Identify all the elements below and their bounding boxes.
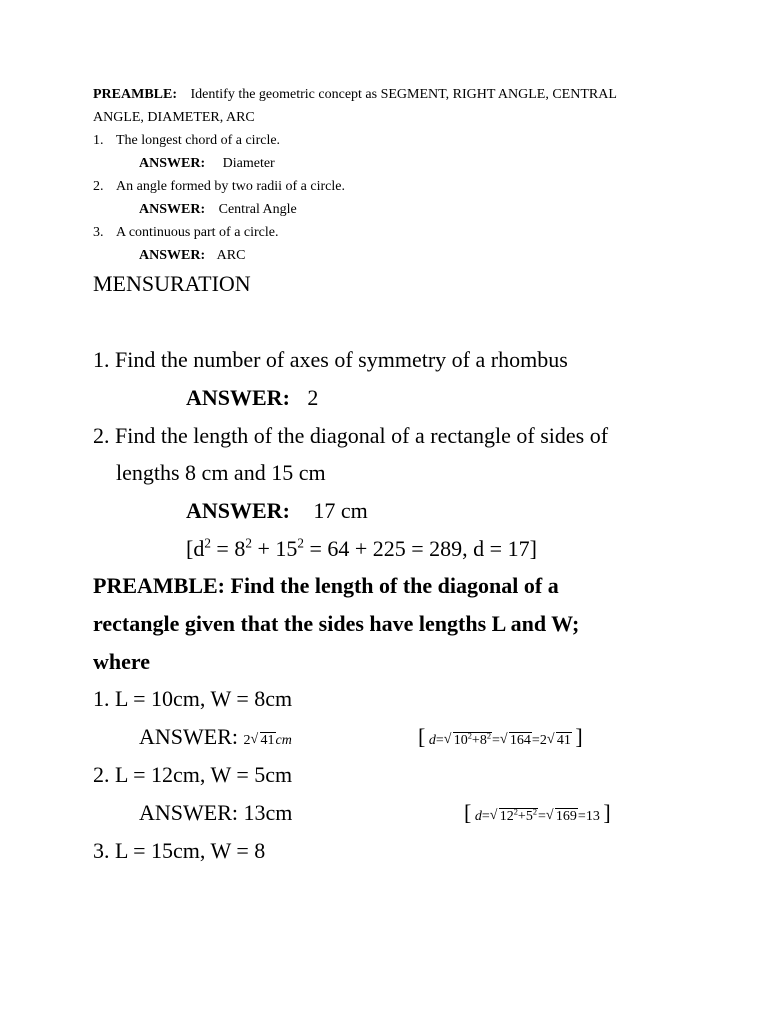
sqrt-symbol: √ $12^2+5^2$ — [489, 807, 538, 824]
given-1: 1. L = 10cm, W = 8cm — [93, 686, 293, 711]
sqrt-symbol: √ 41 — [546, 732, 571, 748]
mensuration-working-2: [$d^2 = 8^2 + 15^2 = 64 + 225 = 289$, d = 17] — [186, 535, 537, 561]
working-2: [ d= √ $12^2+5^2=$ √ 169=13 ] — [464, 800, 611, 825]
preamble-2-line-1: PREAMBLE: Find the length of the diagonal of a — [93, 573, 559, 598]
mensuration-question-2-cont: lengths 8 cm and 15 cm — [116, 460, 326, 485]
given-2: 2. L = 12cm, W = 5cm — [93, 762, 293, 787]
section3-answer-1: ANSWER: 2 √ 41cm — [139, 724, 292, 749]
preamble-label: PREAMBLE: — [93, 87, 177, 102]
sqrt-symbol: √ 41 — [250, 732, 275, 748]
question-3: 3. A continuous part of a circle. — [93, 225, 279, 240]
preamble-text: Identify the geometric concept as SEGMENT, RIGHT ANGLE, CENTRAL — [190, 87, 617, 102]
sqrt-symbol: √ 169 — [545, 808, 577, 824]
answer-3: ANSWER: ARC — [139, 248, 246, 263]
answer-1-math: 2 √ 41cm — [243, 732, 292, 748]
preamble-2-line-3: where — [93, 649, 151, 674]
mensuration-answer-1: ANSWER: 2 — [186, 385, 319, 410]
mensuration-question-1: 1. Find the number of axes of symmetry of a rhombus — [93, 347, 568, 372]
section3-answer-2: ANSWER: 13cm — [139, 800, 293, 825]
answer-1: ANSWER: Diameter — [139, 156, 275, 171]
working-1: [ d= √ $10^2+8^2=$ √ 164=2 √ 41 ] — [418, 724, 583, 749]
preamble-2-line-2: rectangle given that the sides have lengths L and W; — [93, 611, 580, 636]
preamble-line — [93, 87, 617, 103]
sqrt-symbol: √ 164 — [499, 732, 531, 748]
mensuration-heading: MENSURATION — [93, 271, 251, 296]
preamble-text-cont: ANGLE, DIAMETER, ARC — [93, 110, 255, 125]
question-1: 1. The longest chord of a circle. — [93, 133, 281, 148]
sqrt-symbol: √ $10^2+8^2$ — [443, 731, 492, 748]
mensuration-answer-2: ANSWER: 17 cm — [186, 498, 368, 523]
question-2: 2. An angle formed by two radii of a circle. — [93, 179, 345, 194]
mensuration-question-2: 2. Find the length of the diagonal of a rectangle of sides of — [93, 423, 609, 448]
given-3: 3. L = 15cm, W = 8 — [93, 838, 266, 863]
answer-2: ANSWER: Central Angle — [139, 202, 297, 217]
